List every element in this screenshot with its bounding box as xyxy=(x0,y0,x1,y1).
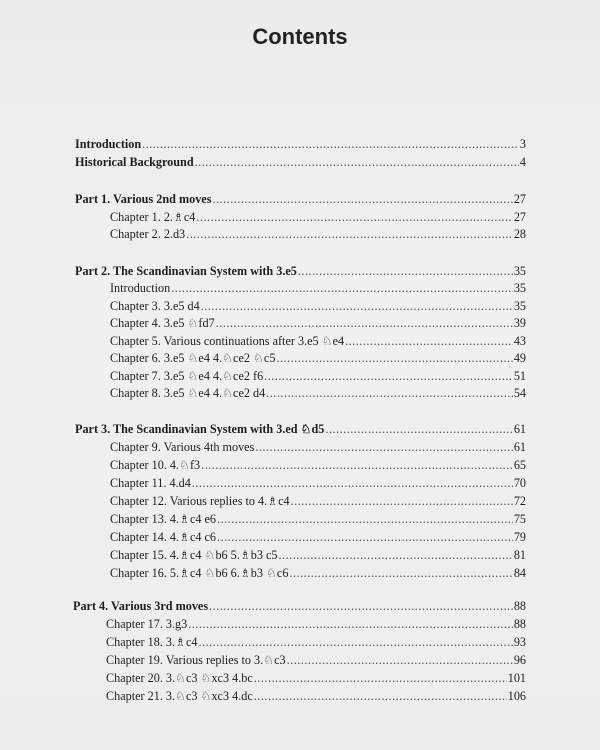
toc-entry xyxy=(106,617,526,632)
toc-entry xyxy=(106,653,526,668)
toc-entry-page: 75 xyxy=(513,512,526,526)
toc-entry-page: 27 xyxy=(513,210,526,224)
toc-entry xyxy=(110,334,526,349)
toc-entry-page: 96 xyxy=(513,653,526,667)
toc-entry xyxy=(110,458,526,473)
leader-dots xyxy=(254,671,507,686)
toc-entry-label: Chapter 10. 4.♘f3 xyxy=(110,458,201,472)
toc-entry-page: 4 xyxy=(519,155,526,169)
toc-entry xyxy=(110,440,526,455)
toc-entry xyxy=(110,548,526,563)
leader-dots xyxy=(255,440,512,455)
toc-entry xyxy=(106,635,526,650)
toc-entry-page: 93 xyxy=(513,635,526,649)
toc-entry xyxy=(110,369,526,384)
toc-entry-label: Chapter 18. 3.♗c4 xyxy=(106,635,198,649)
toc-entry-label: Chapter 6. 3.e5 ♘e4 4.♘ce2 ♘c5 xyxy=(110,351,276,365)
toc-entry-page: 28 xyxy=(513,227,526,241)
toc-entry xyxy=(75,155,526,170)
toc-entry-page: 35 xyxy=(513,264,526,278)
toc-entry-label: Chapter 14. 4.♗c4 c6 xyxy=(110,530,217,544)
toc-entry-page: 101 xyxy=(507,671,526,685)
toc-entry xyxy=(110,512,526,527)
toc-entry-label: Chapter 15. 4.♗c4 ♘b6 5.♗b3 c5 xyxy=(110,548,278,562)
toc-entry-label: Chapter 3. 3.e5 d4 xyxy=(110,299,200,313)
toc-entry-page: 84 xyxy=(513,566,526,580)
toc-entry-label: Chapter 2. 2.d3 xyxy=(110,227,186,241)
toc-entry-page: 88 xyxy=(513,599,526,613)
leader-dots xyxy=(266,386,513,401)
leader-dots xyxy=(217,512,513,527)
toc-entry xyxy=(106,671,526,686)
toc-entry-label: Part 4. Various 3rd moves xyxy=(73,599,209,613)
toc-entry xyxy=(110,227,526,242)
leader-dots xyxy=(196,210,512,225)
toc-entry-page: 54 xyxy=(513,386,526,400)
leader-dots xyxy=(291,494,513,509)
toc-entry-page: 70 xyxy=(513,476,526,490)
toc-entry xyxy=(75,192,526,207)
leader-dots xyxy=(289,566,512,581)
leader-dots xyxy=(198,635,512,650)
page-title: Contents xyxy=(252,24,348,49)
leader-dots xyxy=(201,299,513,314)
toc-entry-label: Chapter 1. 2.♗c4 xyxy=(110,210,196,224)
leader-dots xyxy=(192,476,513,491)
toc-entry xyxy=(110,386,526,401)
toc-entry-label: Chapter 19. Various replies to 3.♘c3 xyxy=(106,653,286,667)
leader-dots xyxy=(195,155,519,170)
toc-entry-label: Chapter 13. 4.♗c4 e6 xyxy=(110,512,217,526)
toc-entry-label: Chapter 16. 5.♗c4 ♘b6 6.♗b3 ♘c6 xyxy=(110,566,289,580)
toc-entry-page: 49 xyxy=(513,351,526,365)
leader-dots xyxy=(216,316,513,331)
leader-dots xyxy=(298,264,513,279)
toc-entry-page: 72 xyxy=(513,494,526,508)
leader-dots xyxy=(254,689,507,704)
toc-entry-page: 81 xyxy=(513,548,526,562)
leader-dots xyxy=(188,617,513,632)
toc-entry xyxy=(110,281,526,296)
toc-entry-page: 35 xyxy=(513,299,526,313)
toc-entry xyxy=(110,299,526,314)
toc-entry-label: Historical Background xyxy=(75,155,194,169)
toc-entry-label: Part 1. Various 2nd moves xyxy=(75,192,212,206)
leader-dots xyxy=(217,530,513,545)
toc-entry xyxy=(110,316,526,331)
toc-entry-label: Chapter 7. 3.e5 ♘e4 4.♘ce2 f6 xyxy=(110,369,264,383)
toc-entry-label: Chapter 8. 3.e5 ♘e4 4.♘ce2 d4 xyxy=(110,386,266,400)
toc-entry-page: 65 xyxy=(513,458,526,472)
toc-entry-page: 106 xyxy=(507,689,526,703)
leader-dots xyxy=(264,369,513,384)
leader-dots xyxy=(142,137,519,152)
toc-entry-label: Chapter 20. 3.♘c3 ♘xc3 4.bc xyxy=(106,671,253,685)
toc-entry-page: 27 xyxy=(513,192,526,206)
toc-entry-page: 35 xyxy=(513,281,526,295)
toc-entry xyxy=(75,422,526,437)
toc-entry-label: Part 3. The Scandinavian System with 3.ed ♘d5 xyxy=(75,422,325,436)
toc-entry xyxy=(110,210,526,225)
leader-dots xyxy=(279,548,513,563)
toc-entry-label: Chapter 17. 3.g3 xyxy=(106,617,188,631)
toc-entry xyxy=(73,599,526,614)
toc-entry-page: 61 xyxy=(513,422,526,436)
toc-entry-label: Chapter 11. 4.d4 xyxy=(110,476,191,490)
toc-entry-label: Chapter 4. 3.e5 ♘fd7 xyxy=(110,316,215,330)
toc-entry-label: Chapter 12. Various replies to 4.♗c4 xyxy=(110,494,290,508)
toc-entry-page: 51 xyxy=(513,369,526,383)
leader-dots xyxy=(209,599,513,614)
leader-dots xyxy=(276,351,512,366)
leader-dots xyxy=(171,281,513,296)
toc-entry xyxy=(110,351,526,366)
toc-entry xyxy=(110,566,526,581)
toc-entry xyxy=(110,476,526,491)
toc-entry-label: Introduction xyxy=(75,137,142,151)
leader-dots xyxy=(287,653,513,668)
toc-entry-label: Part 2. The Scandinavian System with 3.e5 xyxy=(75,264,297,278)
toc-entry xyxy=(106,689,526,704)
leader-dots xyxy=(345,334,513,349)
toc-entry-label: Chapter 9. Various 4th moves xyxy=(110,440,255,454)
leader-dots xyxy=(212,192,512,207)
toc-entry-page: 79 xyxy=(513,530,526,544)
toc-entry xyxy=(75,137,526,152)
toc-entry-page: 43 xyxy=(513,334,526,348)
toc-entry-page: 61 xyxy=(513,440,526,454)
toc-entry xyxy=(110,530,526,545)
toc-entry-page: 3 xyxy=(519,137,526,151)
toc-entry-label: Chapter 21. 3.♘c3 ♘xc3 4.dc xyxy=(106,689,253,703)
toc-entry-page: 39 xyxy=(513,316,526,330)
toc-entry-page: 88 xyxy=(513,617,526,631)
leader-dots xyxy=(201,458,513,473)
toc-entry-label: Introduction xyxy=(110,281,171,295)
leader-dots xyxy=(186,227,513,242)
toc-entry xyxy=(75,264,526,279)
toc-entry xyxy=(110,494,526,509)
toc-entry-label: Chapter 5. Various continuations after 3.e5 ♘e4 xyxy=(110,334,345,348)
leader-dots xyxy=(325,422,512,437)
